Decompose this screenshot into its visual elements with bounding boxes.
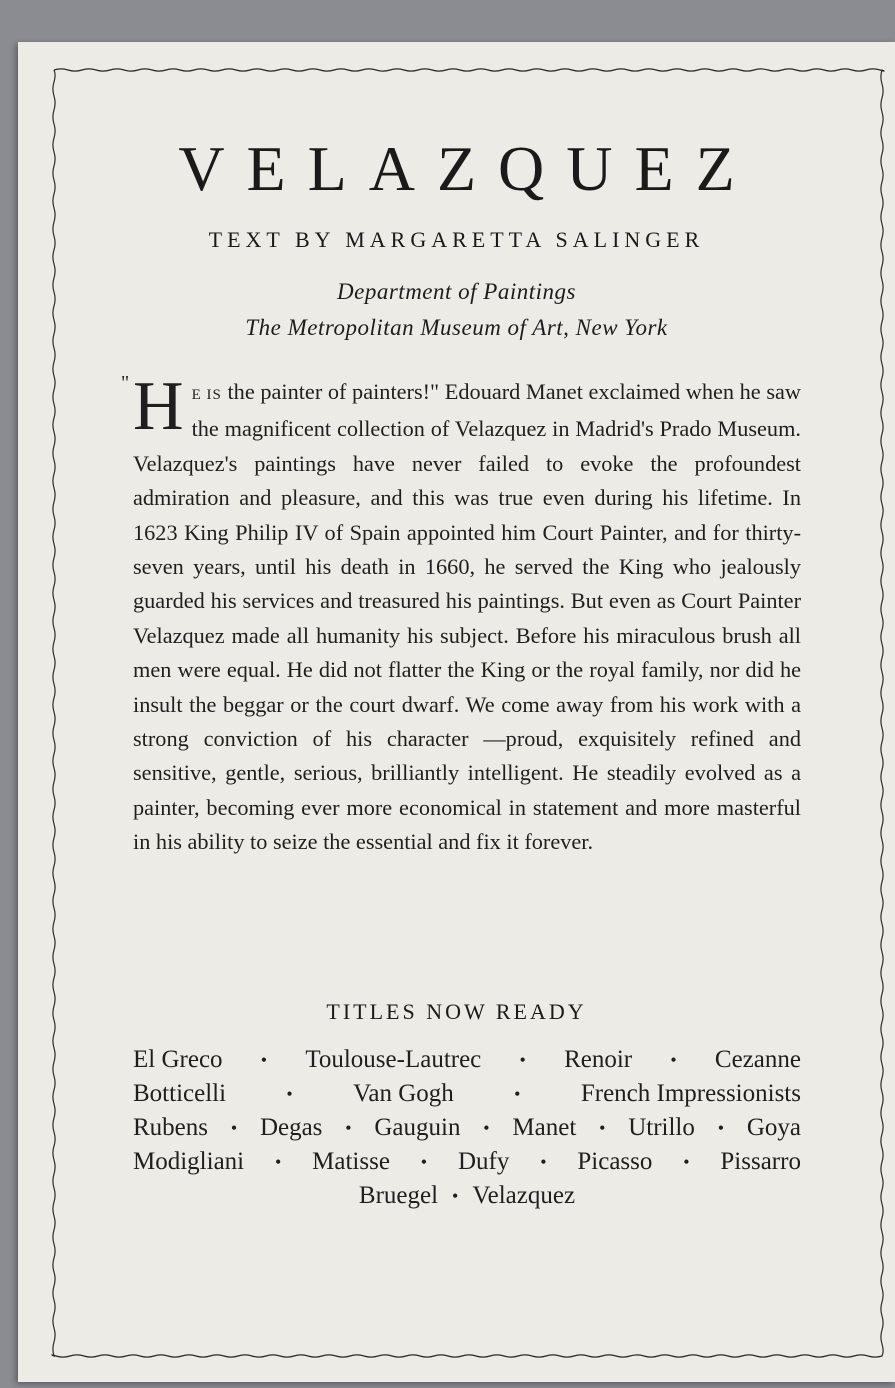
author-byline: TEXT BY MARGARETTA SALINGER: [208, 227, 705, 252]
title-item: Toulouse-Lautrec: [305, 1046, 482, 1073]
title-item: Manet: [512, 1114, 577, 1141]
title-item: Bruegel: [358, 1182, 439, 1209]
bullet-separator: •: [345, 1118, 352, 1138]
title-item: Pissarro: [720, 1148, 801, 1175]
bullet-separator: •: [230, 1118, 238, 1138]
titles-row: [133, 1179, 801, 1213]
title-item: Botticelli: [133, 1080, 227, 1107]
title-item: Modigliani: [133, 1148, 245, 1175]
titles-row: [133, 1145, 801, 1179]
department-line: Department of Paintings: [337, 279, 576, 304]
bullet-separator: •: [717, 1118, 725, 1138]
bullet-separator: •: [286, 1084, 293, 1104]
bullet-separator: •: [519, 1050, 526, 1070]
bullet-separator: •: [599, 1118, 606, 1138]
title-item: Utrillo: [628, 1114, 695, 1141]
title-item: El Greco: [133, 1046, 223, 1073]
title-item: Gauguin: [374, 1114, 461, 1141]
bullet-separator: •: [683, 1152, 690, 1172]
title-item: French Impressionists: [580, 1080, 801, 1107]
titles-row: [133, 1111, 801, 1145]
titles-list: [133, 1043, 801, 1213]
bullet-separator: •: [274, 1152, 282, 1172]
titles-row: [133, 1077, 801, 1111]
museum-line: The Metropolitan Museum of Art, New York: [245, 315, 668, 340]
title-item: Van Gogh: [353, 1080, 454, 1107]
open-quote: ": [121, 372, 130, 394]
book-title: VELAZQUEZ: [178, 133, 757, 204]
drop-cap: [121, 368, 184, 445]
intro-paragraph: [121, 368, 801, 860]
title-item: Rubens: [133, 1114, 208, 1141]
title-item: Matisse: [312, 1148, 390, 1175]
bullet-separator: •: [670, 1050, 677, 1070]
drop-cap-letter: H: [133, 368, 184, 445]
title-item: Renoir: [564, 1046, 633, 1073]
titles-row: [133, 1043, 801, 1077]
title-item: Dufy: [457, 1148, 510, 1175]
title-item: Degas: [259, 1114, 323, 1141]
titles-heading: TITLES NOW READY: [326, 999, 587, 1024]
title-item: Picasso: [577, 1148, 653, 1175]
title-item: Goya: [746, 1114, 801, 1141]
bullet-separator: •: [260, 1050, 268, 1070]
bullet-separator: •: [420, 1152, 428, 1172]
book-back-cover: [18, 42, 895, 1382]
intro-text: the painter of painters!" Edouard Manet exclaimed when he saw the magnificent collection of Velazquez in Madrid's Prado Museum. Velazquez's paintings have never failed to evoke the profoundest admiration and pleasure, and this was true even during his lifetime. In 1623 King Philip IV of Spain appointed him Court Painter, and for thirty-seven years, until his death in 1660, he served the King who jealously guarded his services and treasured his paintings. But even as Court Painter Velazquez made all humanity his subject. Before his miraculous brush all men were equal. He did not flatter the King or the royal family, nor did he insult the beggar or the court dwarf. We come away from his work with a strong conviction of his character —proud, exquisitely refined and sensitive, gentle, serious, brilliantly intelligent. He steadily evolved as a painter, becoming ever more economical in statement and more masterful in his ability to seize the essential and fix it forever.: [133, 379, 801, 855]
title-item: Velazquez: [472, 1182, 576, 1209]
bullet-separator: •: [452, 1186, 459, 1206]
bullet-separator: •: [540, 1152, 547, 1172]
small-caps-lead: E IS: [191, 387, 222, 403]
bullet-separator: •: [483, 1118, 490, 1138]
title-item: Cezanne: [714, 1046, 801, 1073]
bullet-separator: •: [514, 1084, 521, 1104]
